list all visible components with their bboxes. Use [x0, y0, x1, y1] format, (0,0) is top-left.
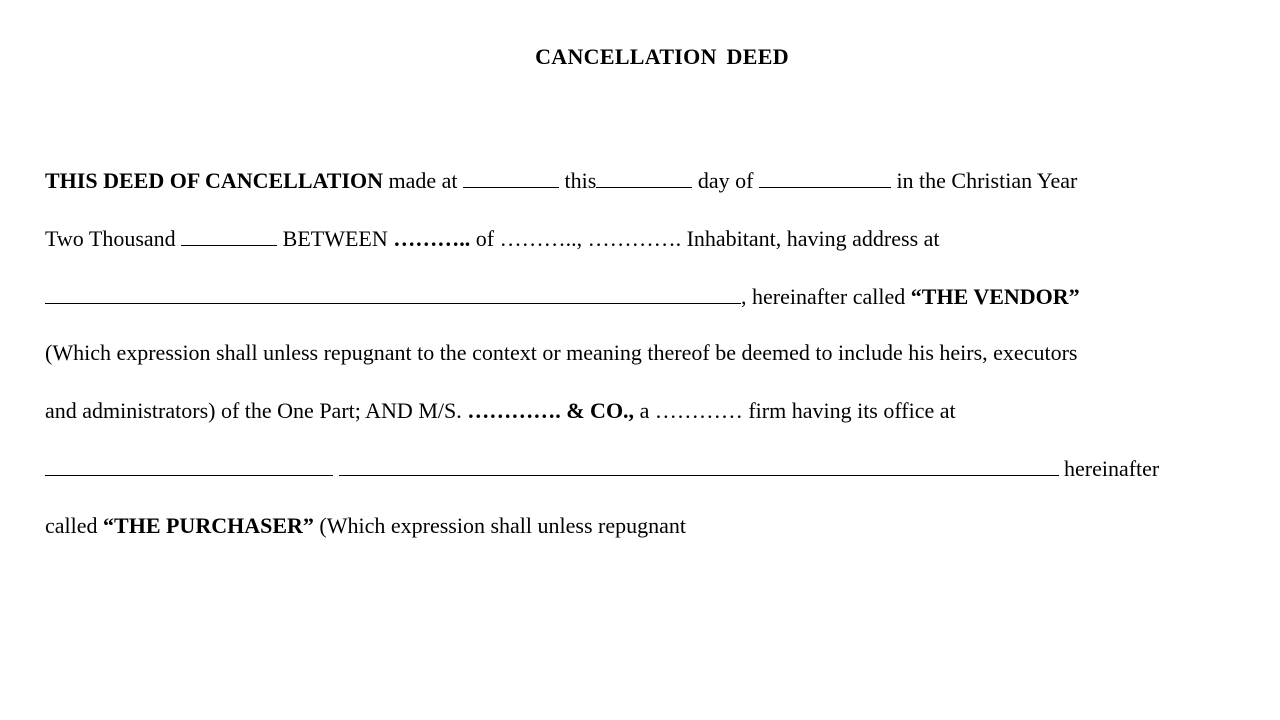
month-blank[interactable] — [759, 169, 891, 188]
year-blank[interactable] — [181, 227, 277, 246]
deed-line-2 — [45, 227, 940, 250]
deed-opening-bold: THIS DEED OF CANCELLATION — [45, 168, 384, 193]
expression-clause-text: (Which expression shall unless repugnant to the context or meaning thereof be deemed to include his heirs, executors — [45, 340, 1078, 365]
made-at-text: made at — [383, 168, 464, 193]
called-text: called — [45, 513, 104, 538]
place-blank[interactable] — [463, 169, 559, 188]
deed-line-6 — [45, 457, 1159, 480]
deed-line-3 — [45, 285, 1080, 308]
firm-name-bold: …………. & CO., — [467, 398, 635, 423]
this-text: this — [559, 168, 597, 193]
purchaser-label-bold: “THE PURCHASER” — [103, 513, 314, 538]
day-of-text: day of — [692, 168, 759, 193]
document-title: CANCELLATION DEED — [535, 44, 789, 69]
christian-year-text: in the Christian Year — [890, 168, 1078, 193]
inhabitant-text: of ……….., …………. Inhabitant, having address at — [475, 226, 940, 251]
between-text: BETWEEN — [277, 226, 394, 251]
hereinafter-called-text: , hereinafter called — [741, 284, 911, 309]
deed-line-4 — [45, 342, 1077, 364]
hereinafter-text: hereinafter — [1058, 456, 1160, 481]
vendor-address-blank[interactable] — [45, 285, 741, 304]
two-thousand-text: Two Thousand — [45, 226, 182, 251]
purchaser-clause-text: (Which expression shall unless repugnant — [313, 513, 686, 538]
vendor-label-bold: “THE VENDOR” — [910, 284, 1080, 309]
office-address-blank-1[interactable] — [45, 457, 333, 476]
deed-line-1 — [45, 169, 1077, 192]
deed-line-7 — [45, 515, 686, 537]
office-address-blank-2[interactable] — [339, 457, 1059, 476]
deed-line-5 — [45, 400, 956, 422]
vendor-name-dots: ……….. — [393, 226, 476, 251]
day-blank[interactable] — [596, 169, 692, 188]
firm-office-text: a ………… firm having its office at — [634, 398, 956, 423]
administrators-text: and administrators) of the One Part; AND M/S. — [45, 398, 468, 423]
